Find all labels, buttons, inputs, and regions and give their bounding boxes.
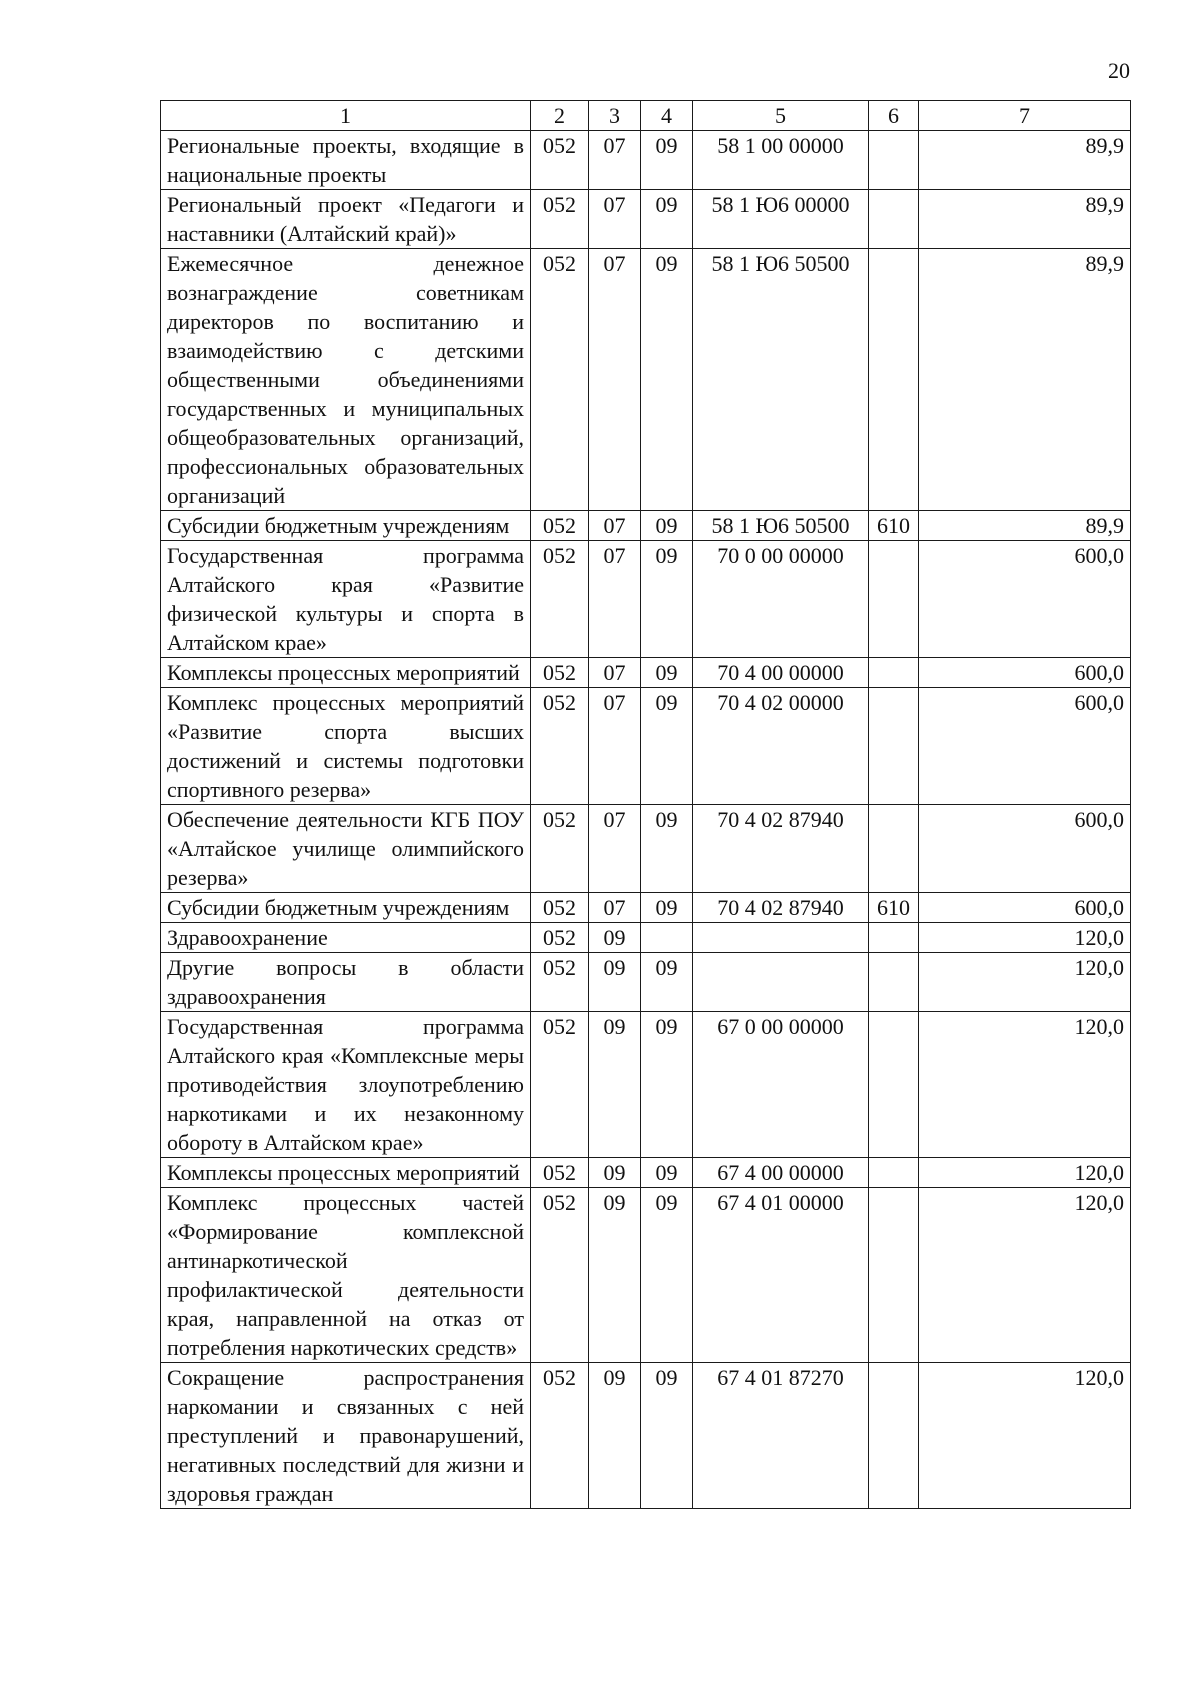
table-row (161, 1158, 1131, 1188)
row-col-2: 052 (531, 190, 589, 249)
row-name: Комплекс процессных частей «Формирование комплексной антинаркотической профилактической деятельности края, направленной на отказ от потребления наркотических средств» (161, 1188, 531, 1363)
row-col-3: 07 (589, 658, 641, 688)
row-col-2: 052 (531, 541, 589, 658)
row-col-5: 58 1 00 00000 (693, 131, 869, 190)
row-col-2: 052 (531, 131, 589, 190)
row-name: Субсидии бюджетным учреждениям (161, 511, 531, 541)
row-col-2: 052 (531, 1188, 589, 1363)
row-col-6: 610 (869, 893, 919, 923)
row-col-6 (869, 190, 919, 249)
row-col-6 (869, 131, 919, 190)
row-col-4: 09 (641, 953, 693, 1012)
row-col-7: 600,0 (919, 688, 1131, 805)
row-col-2: 052 (531, 1158, 589, 1188)
row-col-5: 70 0 00 00000 (693, 541, 869, 658)
row-name: Ежемесячное денежное вознаграждение советникам директоров по воспитанию и взаимодействию с детскими общественными объединениями государственных и муниципальных общеобразовательных организаций, профессиональных образовательных организаций (161, 249, 531, 511)
row-col-5 (693, 923, 869, 953)
row-col-4 (641, 923, 693, 953)
budget-table (160, 100, 1131, 1509)
row-col-3: 07 (589, 541, 641, 658)
row-col-3: 09 (589, 1363, 641, 1509)
row-col-7: 120,0 (919, 953, 1131, 1012)
row-name: Государственная программа Алтайского края «Развитие физической культуры и спорта в Алтайском крае» (161, 541, 531, 658)
row-col-6 (869, 541, 919, 658)
header-col-6: 6 (869, 101, 919, 131)
row-name: Комплексы процессных мероприятий (161, 1158, 531, 1188)
row-col-7: 600,0 (919, 541, 1131, 658)
row-col-7: 89,9 (919, 131, 1131, 190)
row-col-3: 07 (589, 805, 641, 893)
table-row (161, 1363, 1131, 1509)
table-row (161, 511, 1131, 541)
row-col-3: 09 (589, 923, 641, 953)
header-col-5: 5 (693, 101, 869, 131)
row-col-5 (693, 953, 869, 1012)
row-col-2: 052 (531, 923, 589, 953)
header-col-2: 2 (531, 101, 589, 131)
row-col-5: 67 4 01 87270 (693, 1363, 869, 1509)
row-col-3: 09 (589, 1158, 641, 1188)
row-col-5: 70 4 02 00000 (693, 688, 869, 805)
row-col-6 (869, 688, 919, 805)
row-col-6 (869, 249, 919, 511)
row-col-3: 07 (589, 893, 641, 923)
row-col-5: 70 4 00 00000 (693, 658, 869, 688)
row-col-4: 09 (641, 1363, 693, 1509)
row-col-2: 052 (531, 658, 589, 688)
row-col-7: 89,9 (919, 249, 1131, 511)
row-name: Здравоохранение (161, 923, 531, 953)
row-name: Сокращение распространения наркомании и связанных с ней преступлений и правонарушений, негативных последствий для жизни и здоровья граждан (161, 1363, 531, 1509)
row-col-6 (869, 1158, 919, 1188)
row-col-7: 600,0 (919, 893, 1131, 923)
row-col-4: 09 (641, 541, 693, 658)
row-col-5: 58 1 Ю6 50500 (693, 511, 869, 541)
row-col-4: 09 (641, 190, 693, 249)
row-name: Обеспечение деятельности КГБ ПОУ «Алтайское училище олимпийского резерва» (161, 805, 531, 893)
row-col-7: 600,0 (919, 658, 1131, 688)
row-name: Региональные проекты, входящие в национальные проекты (161, 131, 531, 190)
row-col-6 (869, 658, 919, 688)
table-row (161, 1012, 1131, 1158)
row-col-4: 09 (641, 131, 693, 190)
row-col-3: 07 (589, 131, 641, 190)
row-col-5: 67 4 00 00000 (693, 1158, 869, 1188)
row-col-6: 610 (869, 511, 919, 541)
row-col-3: 07 (589, 190, 641, 249)
row-col-2: 052 (531, 953, 589, 1012)
row-col-6 (869, 953, 919, 1012)
table-row (161, 249, 1131, 511)
row-col-3: 07 (589, 688, 641, 805)
row-col-3: 09 (589, 953, 641, 1012)
header-col-7: 7 (919, 101, 1131, 131)
row-name: Региональный проект «Педагоги и наставники (Алтайский край)» (161, 190, 531, 249)
row-col-4: 09 (641, 1188, 693, 1363)
header-col-3: 3 (589, 101, 641, 131)
table-row (161, 658, 1131, 688)
row-col-7: 120,0 (919, 1012, 1131, 1158)
row-col-7: 120,0 (919, 923, 1131, 953)
row-name: Комплекс процессных мероприятий «Развитие спорта высших достижений и системы подготовки спортивного резерва» (161, 688, 531, 805)
row-col-6 (869, 1188, 919, 1363)
table-row (161, 805, 1131, 893)
row-col-6 (869, 805, 919, 893)
table-row (161, 1188, 1131, 1363)
row-col-7: 120,0 (919, 1188, 1131, 1363)
row-col-6 (869, 923, 919, 953)
row-col-5: 58 1 Ю6 50500 (693, 249, 869, 511)
row-col-4: 09 (641, 511, 693, 541)
row-col-2: 052 (531, 805, 589, 893)
table-row (161, 893, 1131, 923)
row-col-2: 052 (531, 1012, 589, 1158)
row-col-4: 09 (641, 658, 693, 688)
row-col-2: 052 (531, 1363, 589, 1509)
page-number: 20 (1108, 58, 1130, 83)
row-name: Государственная программа Алтайского края «Комплексные меры противодействия злоупотреблению наркотиками и их незаконному обороту в Алтайском крае» (161, 1012, 531, 1158)
header-col-4: 4 (641, 101, 693, 131)
row-name: Субсидии бюджетным учреждениям (161, 893, 531, 923)
row-col-5: 70 4 02 87940 (693, 805, 869, 893)
table-row (161, 541, 1131, 658)
row-col-7: 600,0 (919, 805, 1131, 893)
table-row (161, 923, 1131, 953)
row-col-6 (869, 1363, 919, 1509)
row-col-6 (869, 1012, 919, 1158)
row-col-4: 09 (641, 893, 693, 923)
header-row (161, 101, 1131, 131)
row-col-4: 09 (641, 249, 693, 511)
row-col-7: 89,9 (919, 190, 1131, 249)
row-col-5: 58 1 Ю6 00000 (693, 190, 869, 249)
row-col-3: 09 (589, 1012, 641, 1158)
table-row (161, 953, 1131, 1012)
row-name: Другие вопросы в области здравоохранения (161, 953, 531, 1012)
table-row (161, 131, 1131, 190)
row-col-2: 052 (531, 688, 589, 805)
row-name: Комплексы процессных мероприятий (161, 658, 531, 688)
row-col-7: 89,9 (919, 511, 1131, 541)
row-col-2: 052 (531, 511, 589, 541)
row-col-2: 052 (531, 249, 589, 511)
table-row (161, 190, 1131, 249)
row-col-3: 07 (589, 249, 641, 511)
row-col-5: 67 0 00 00000 (693, 1012, 869, 1158)
row-col-4: 09 (641, 688, 693, 805)
row-col-3: 09 (589, 1188, 641, 1363)
row-col-5: 67 4 01 00000 (693, 1188, 869, 1363)
header-col-1: 1 (161, 101, 531, 131)
row-col-3: 07 (589, 511, 641, 541)
row-col-7: 120,0 (919, 1158, 1131, 1188)
row-col-7: 120,0 (919, 1363, 1131, 1509)
row-col-4: 09 (641, 1158, 693, 1188)
row-col-4: 09 (641, 805, 693, 893)
row-col-5: 70 4 02 87940 (693, 893, 869, 923)
row-col-2: 052 (531, 893, 589, 923)
table-row (161, 688, 1131, 805)
table-body (161, 131, 1131, 1509)
row-col-4: 09 (641, 1012, 693, 1158)
